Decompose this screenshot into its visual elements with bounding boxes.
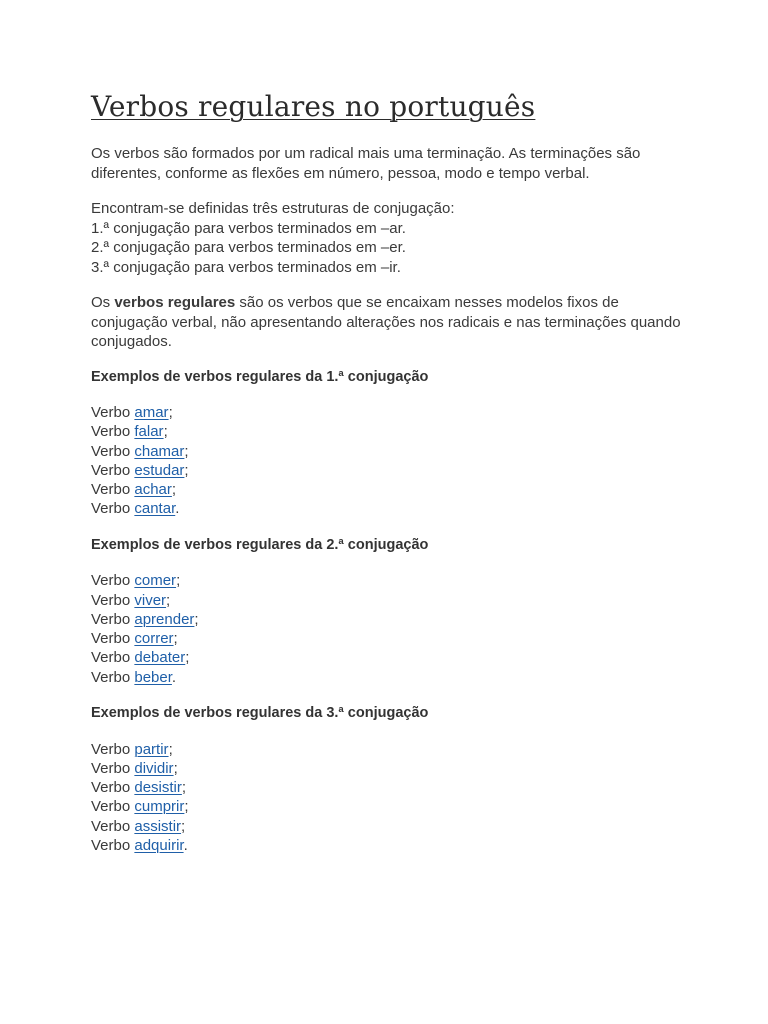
list-item [91, 629, 681, 648]
structures-lead: Encontram-se definidas três estruturas de conjugação: [91, 200, 455, 217]
verb-prefix: Verbo [91, 649, 135, 667]
list-item [91, 648, 681, 667]
verb-end: ; [168, 740, 173, 758]
verb-link-cantar[interactable]: cantar [134, 500, 176, 518]
verb-prefix: Verbo [91, 817, 135, 835]
verb-prefix: Verbo [91, 442, 135, 460]
list-item [91, 778, 681, 797]
list-item [91, 668, 681, 687]
verb-end: ; [166, 591, 171, 609]
list-item [91, 817, 681, 836]
section-heading-2: Exemplos de verbos regulares da 2.ª conjugação [91, 536, 429, 553]
verb-prefix: Verbo [91, 798, 135, 816]
verb-list-1 [91, 403, 681, 519]
list-item [91, 461, 681, 480]
page-title: Verbos regulares no português [91, 90, 536, 123]
verb-link-partir[interactable]: partir [134, 740, 169, 758]
list-item [91, 403, 681, 422]
verb-prefix: Verbo [91, 668, 135, 686]
verb-end: . [171, 668, 177, 686]
definition-after: são os verbos que se encaixam nesses modelos fixos de conjugação verbal, não apresentando alterações nos radicais e nas terminações quando conjugados. [91, 294, 681, 350]
verb-prefix: Verbo [91, 610, 135, 628]
verb-link-assistir[interactable]: assistir [134, 817, 182, 835]
list-item [91, 442, 681, 461]
verb-link-achar[interactable]: achar [134, 481, 172, 499]
verb-prefix: Verbo [91, 759, 135, 777]
verb-end: ; [181, 817, 186, 835]
structure-item-3: 3.ª conjugação para verbos terminados em –ir. [91, 258, 401, 276]
verb-link-beber[interactable]: beber [134, 668, 172, 686]
verb-prefix: Verbo [91, 481, 135, 499]
list-item [91, 591, 681, 610]
verb-end: . [175, 500, 180, 518]
verb-end: ; [168, 404, 173, 421]
verb-end: ; [184, 798, 189, 816]
definition-bold-term: verbos regulares [114, 294, 236, 311]
verb-link-estudar[interactable]: estudar [134, 461, 185, 479]
document-page [91, 88, 681, 872]
definition-paragraph [91, 293, 681, 352]
verb-end: ; [194, 610, 199, 628]
verb-end: ; [163, 423, 168, 441]
list-item [91, 499, 681, 518]
verb-link-correr[interactable]: correr [134, 630, 174, 648]
list-item [91, 571, 681, 590]
verb-end: ; [176, 572, 181, 590]
section-heading-1: Exemplos de verbos regulares da 1.ª conjugação [91, 368, 429, 385]
verb-link-viver[interactable]: viver [134, 591, 167, 609]
verb-end: ; [185, 649, 190, 667]
list-item [91, 836, 681, 855]
verb-link-aprender[interactable]: aprender [134, 610, 195, 628]
structure-item-1: 1.ª conjugação para verbos terminados em –ar. [91, 219, 406, 237]
verb-end: . [183, 837, 188, 855]
verb-link-chamar[interactable]: chamar [134, 442, 185, 460]
verb-link-adquirir[interactable]: adquirir [134, 837, 184, 855]
verb-prefix: Verbo [91, 572, 135, 590]
verb-prefix: Verbo [91, 423, 135, 441]
structures-paragraph [91, 199, 681, 277]
list-item [91, 759, 681, 778]
verb-end: ; [173, 759, 178, 777]
verb-prefix: Verbo [91, 630, 135, 648]
list-item [91, 422, 681, 441]
verb-link-desistir[interactable]: desistir [134, 779, 182, 797]
verb-prefix: Verbo [91, 461, 135, 479]
verb-end: ; [181, 779, 187, 797]
verb-prefix: Verbo [91, 500, 135, 518]
verb-list-3 [91, 740, 681, 856]
intro-paragraph: Os verbos são formados por um radical mais uma terminação. As terminações são diferentes, conforme as flexões em número, pessoa, modo e tempo verbal. [91, 145, 641, 182]
list-item [91, 610, 681, 629]
verb-prefix: Verbo [91, 404, 135, 421]
verb-prefix: Verbo [91, 779, 135, 797]
verb-end: ; [184, 461, 189, 479]
verb-link-dividir[interactable]: dividir [134, 759, 174, 777]
verb-end: ; [173, 630, 178, 648]
list-item [91, 797, 681, 816]
structure-item-2: 2.ª conjugação para verbos terminados em –er. [91, 239, 406, 256]
verb-list-2 [91, 571, 681, 687]
definition-before: Os [91, 294, 115, 311]
verb-end: ; [184, 442, 189, 460]
verb-prefix: Verbo [91, 591, 135, 609]
list-item [91, 480, 681, 499]
verb-link-debater[interactable]: debater [134, 649, 186, 667]
section-heading-3: Exemplos de verbos regulares da 3.ª conjugação [91, 705, 429, 722]
verb-end: ; [171, 481, 177, 499]
verb-prefix: Verbo [91, 740, 135, 758]
list-item [91, 740, 681, 759]
verb-link-comer[interactable]: comer [134, 572, 177, 590]
verb-link-amar[interactable]: amar [134, 404, 169, 421]
verb-link-falar[interactable]: falar [134, 423, 164, 441]
verb-link-cumprir[interactable]: cumprir [134, 798, 185, 816]
verb-prefix: Verbo [91, 837, 135, 855]
